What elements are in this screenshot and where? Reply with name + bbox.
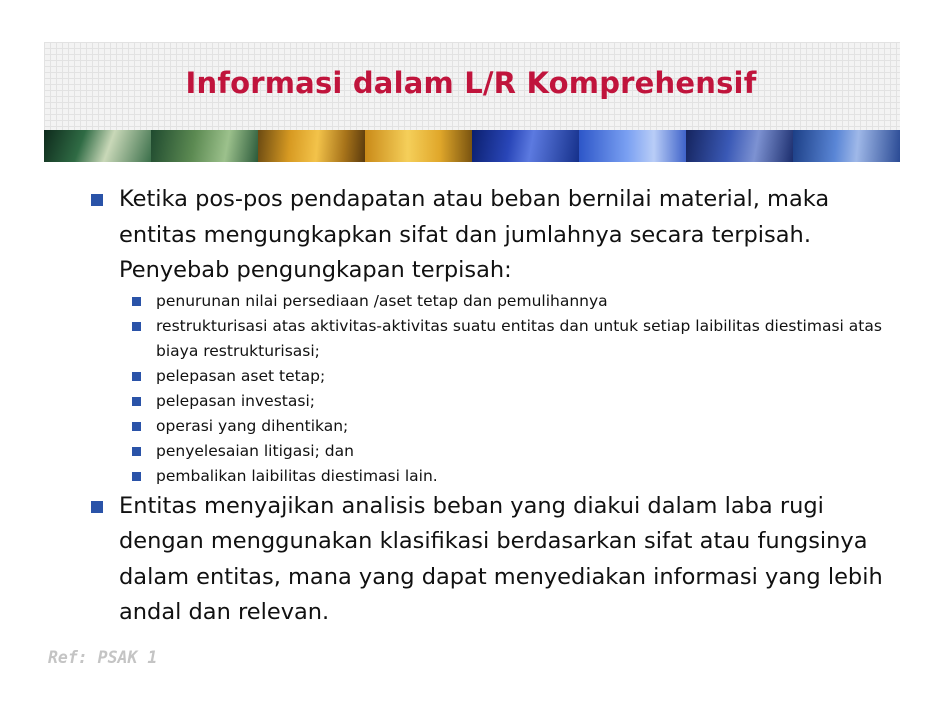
square-bullet-icon	[132, 372, 141, 381]
sub-bullet-text: operasi yang dihentikan;	[156, 416, 349, 435]
header-image-leaves	[151, 130, 258, 162]
sub-bullet-item	[88, 389, 888, 414]
content-body	[88, 182, 888, 631]
sub-bullet-item	[88, 289, 888, 314]
sub-bullet-text: pelepasan aset tetap;	[156, 366, 326, 385]
header-image-gold	[365, 130, 472, 162]
slide-title: Informasi dalam L/R Komprehensif	[185, 66, 757, 100]
bullet-item	[88, 182, 888, 289]
sub-bullet-item	[88, 439, 888, 464]
bullet-text: Ketika pos-pos pendapatan atau beban bernilai material, maka entitas mengungkapkan sifat dan jumlahnya secara terpisah. Penyebab pengungkapan terpisah:	[119, 186, 830, 283]
sub-bullet-text: penurunan nilai persediaan /aset tetap dan pemulihannya	[156, 291, 608, 310]
header-image-lab	[472, 130, 579, 162]
square-bullet-icon	[132, 422, 141, 431]
square-bullet-icon	[132, 472, 141, 481]
header-image-monitor	[686, 130, 793, 162]
square-bullet-icon	[132, 447, 141, 456]
square-bullet-icon	[132, 297, 141, 306]
sub-bullet-text: pembalikan laibilitas diestimasi lain.	[156, 466, 438, 485]
reference-note: Ref: PSAK 1	[48, 648, 158, 667]
sub-bullet-text: restrukturisasi atas aktivitas-aktivitas suatu entitas dan untuk setiap laibilitas diestimasi atas biaya restrukturisasi;	[156, 316, 882, 360]
sub-bullet-list	[88, 289, 888, 489]
sub-bullet-text: pelepasan investasi;	[156, 391, 315, 410]
header-image-strip	[44, 130, 900, 162]
square-bullet-icon	[132, 322, 141, 331]
sub-bullet-item	[88, 364, 888, 389]
header-image-keyboard	[793, 130, 900, 162]
square-bullet-icon	[91, 194, 103, 206]
sub-bullet-item	[88, 414, 888, 439]
header-image-glass	[579, 130, 686, 162]
header-image-gears	[258, 130, 365, 162]
header-image-plant	[44, 130, 151, 162]
square-bullet-icon	[132, 397, 141, 406]
sub-bullet-text: penyelesaian litigasi; dan	[156, 441, 354, 460]
square-bullet-icon	[91, 501, 103, 513]
bullet-item	[88, 489, 888, 631]
sub-bullet-item	[88, 314, 888, 364]
bullet-text: Entitas menyajikan analisis beban yang diakui dalam laba rugi dengan menggunakan klasifikasi berdasarkan sifat atau fungsinya dalam entitas, mana yang dapat menyediakan informasi yang lebih andal dan relevan.	[119, 492, 883, 625]
sub-bullet-item	[88, 464, 888, 489]
